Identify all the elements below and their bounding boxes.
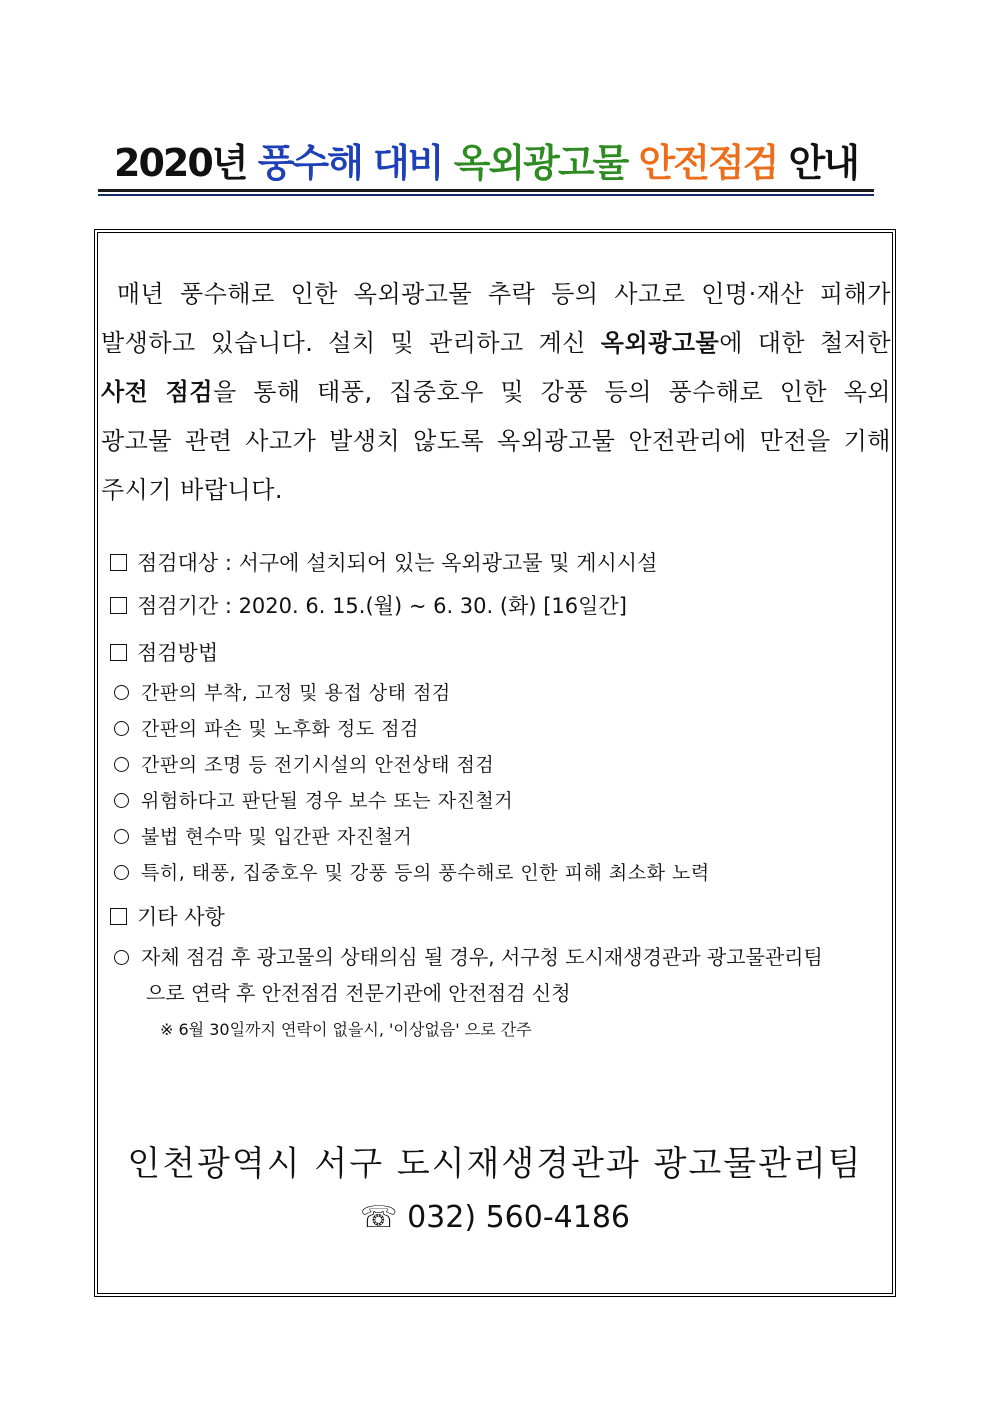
method-item-3: 간판의 조명 등 전기시설의 안전상태 점검	[114, 751, 494, 779]
title-ads: 옥외광고물	[453, 141, 639, 185]
circle-bullet-icon	[114, 829, 129, 844]
intro-line-2: 발생하고 있습니다. 설치 및 관리하고 계신 옥외광고물에 대한 철저한	[101, 329, 891, 357]
checkbox-square-icon	[110, 554, 127, 571]
footer-telephone	[97, 1200, 893, 1235]
checkbox-square-icon	[110, 908, 127, 925]
method-item-2: 간판의 파손 및 노후화 정도 점검	[114, 715, 419, 743]
footer-organization: 인천광역시 서구 도시재생경관과 광고물관리팀	[127, 1144, 863, 1184]
section-target: 점검대상 : 서구에 설치되어 있는 옥외광고물 및 게시시설	[110, 549, 657, 577]
etc-item-1-continued: 으로 연락 후 안전점검 전문기관에 안전점검 신청	[146, 981, 571, 1005]
circle-bullet-icon	[114, 865, 129, 880]
title-underline	[98, 189, 874, 192]
circle-bullet-icon	[114, 950, 129, 965]
title-year: 2020년	[114, 141, 258, 185]
intro-paragraph	[101, 270, 891, 515]
checkbox-square-icon	[110, 644, 127, 661]
telephone-number: 032) 560-4186	[407, 1200, 630, 1235]
circle-bullet-icon	[114, 757, 129, 772]
section-etc-title: 기타 사항	[110, 903, 225, 931]
circle-bullet-icon	[114, 685, 129, 700]
method-item-4: 위험하다고 판단될 경우 보수 또는 자진철거	[114, 787, 513, 815]
page-title	[98, 140, 874, 186]
intro-line-3: 사전 점검을 통해 태풍, 집중호우 및 강풍 등의 풍수해로 인한 옥외	[101, 378, 891, 406]
intro-line-1: 매년 풍수해로 인한 옥외광고물 추락 등의 사고로 인명·재산 피해가	[116, 280, 891, 308]
method-item-6: 특히, 태풍, 집중호우 및 강풍 등의 풍수해로 인한 피해 최소화 노력	[114, 859, 710, 887]
title-inspection: 안전점검	[638, 141, 778, 185]
intro-line-4: 광고물 관련 사고가 발생치 않도록 옥외광고물 안전관리에 만전을 기해	[101, 427, 891, 455]
title-notice: 안내	[777, 141, 858, 185]
etc-note: ※ 6월 30일까지 연락이 없을시, '이상없음' 으로 간주	[160, 1020, 532, 1039]
circle-bullet-icon	[114, 721, 129, 736]
intro-line-5: 주시기 바랍니다.	[101, 476, 284, 504]
section-method-title: 점검방법	[110, 639, 218, 667]
method-item-5: 불법 현수막 및 입간판 자진철거	[114, 823, 412, 851]
etc-item-1: 자체 점검 후 광고물의 상태의심 될 경우, 서구청 도시재생경관과 광고물관리팀	[114, 943, 823, 971]
section-period: 점검기간 : 2020. 6. 15.(월) ~ 6. 30. (화) [16일간]	[110, 592, 627, 620]
circle-bullet-icon	[114, 793, 129, 808]
title-underline-secondary	[98, 194, 874, 196]
checkbox-square-icon	[110, 597, 127, 614]
title-storm: 풍수해 대비	[257, 141, 454, 185]
method-item-1: 간판의 부착, 고정 및 용접 상태 점검	[114, 679, 451, 707]
telephone-icon: ☏	[360, 1200, 398, 1235]
